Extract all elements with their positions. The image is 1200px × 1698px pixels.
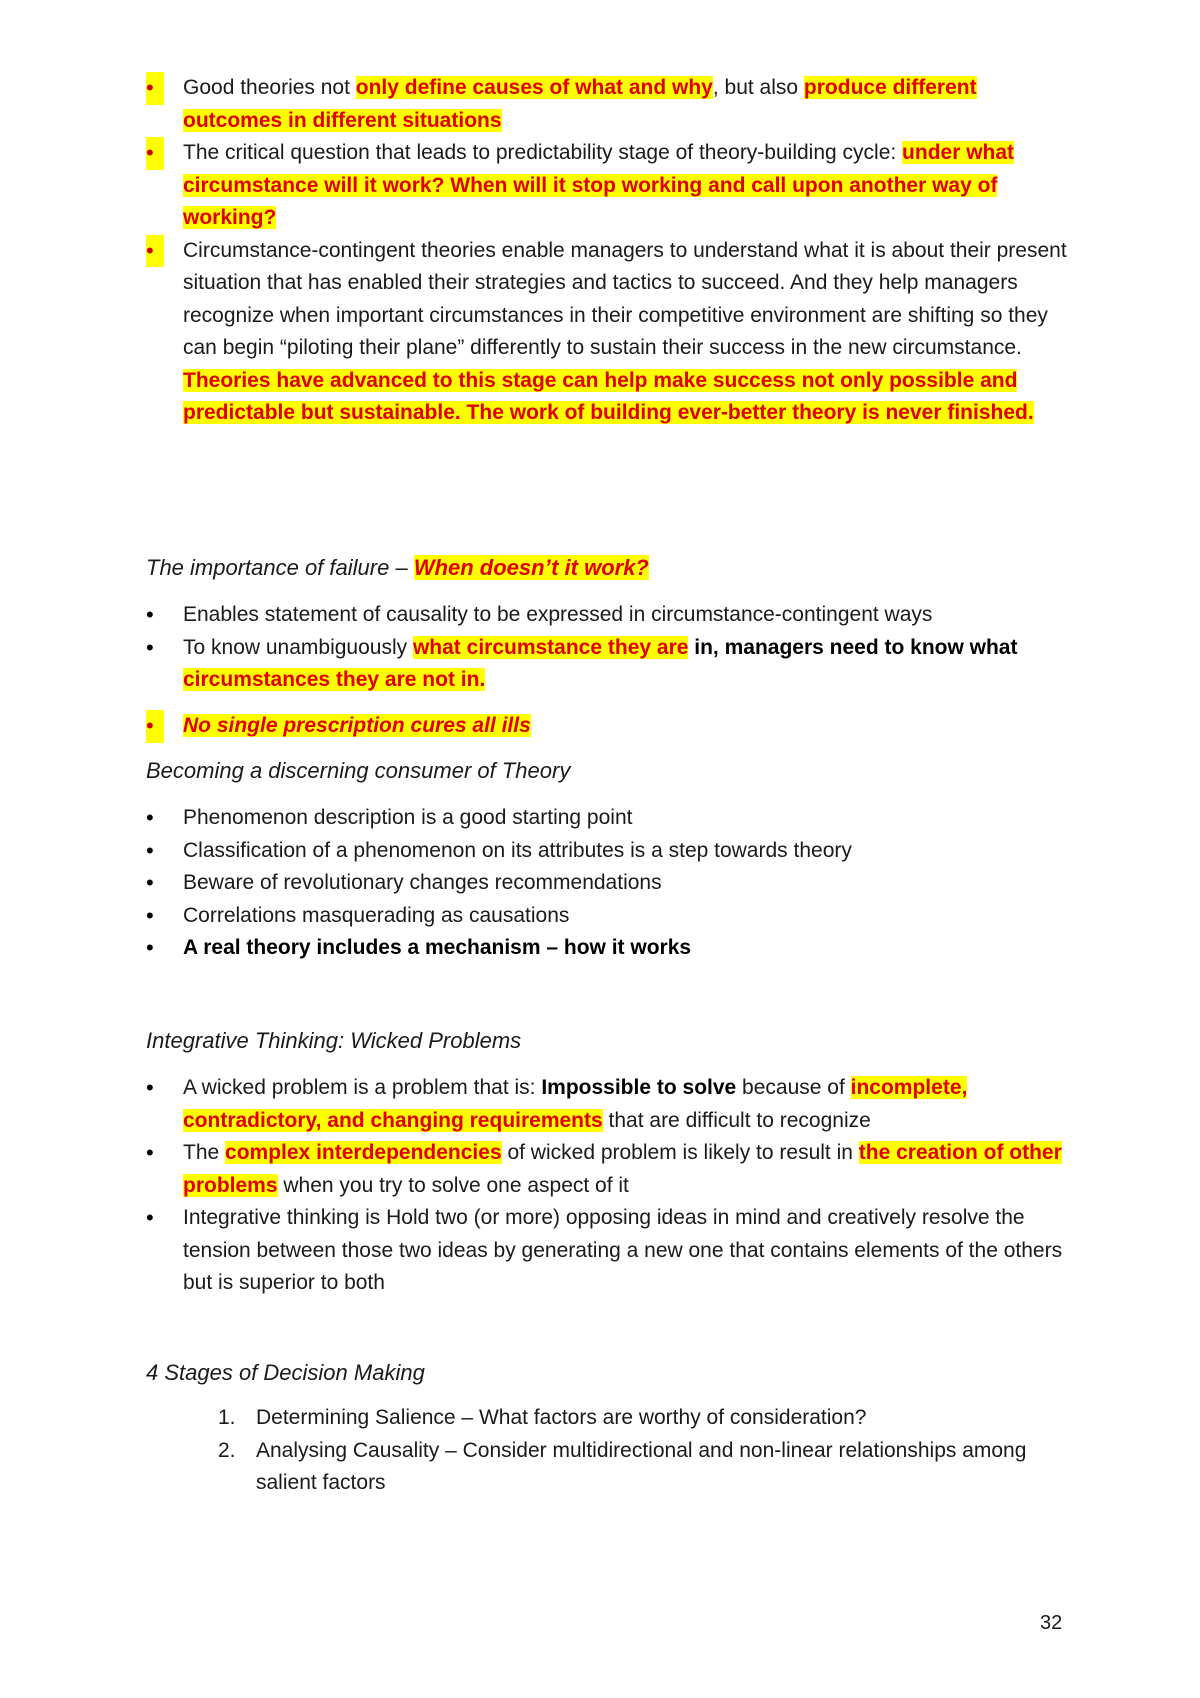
text: Circumstance-contingent theories enable managers to understand what it is about their present situation that has enabled their strategies and tactics to succeed. And they help managers recognize when important circumstances in their competitive environment are shifting so they can begin “piloting their plane” differently to sustain their success in the new circumstance. [183,238,1067,359]
highlight: circumstances they are not in. [183,668,486,691]
consumer-bullets [146,802,1076,965]
heading-text: 4 Stages of Decision Making [146,1360,425,1385]
list-item [146,632,1076,697]
highlight: the creation of other problems [183,1141,1062,1197]
text: of wicked problem is likely to result in [501,1141,859,1164]
list-item [146,1435,1076,1500]
wicked-bullets [146,1072,1076,1300]
heading-text: Integrative Thinking: Wicked Problems [146,1028,522,1053]
text: The critical question that leads to predictability stage of theory-building cycle: [183,141,903,164]
page-number: 32 [1040,1612,1063,1634]
bold-text: in, managers need to know what [688,635,1018,659]
highlight: under what circumstance will it work? When will it stop working and call upon another way of working? [183,141,1015,229]
text: Good theories not [183,76,356,99]
list-item [146,710,1076,743]
list-item [146,1202,1076,1300]
list-item [146,137,1076,235]
heading-text: The importance of failure – [146,555,414,580]
list-item [146,1402,1076,1435]
highlight: only define causes of what and why [355,76,713,99]
failure-bullet-italic [146,710,1076,743]
list-item [146,932,1076,965]
highlight: incomplete, contradictory, and changing requirements [183,1076,968,1132]
text: Analysing Causality – Consider multidirectional and non-linear relationships among salient factors [256,1438,1027,1494]
highlight: No single prescription cures all ills [183,714,531,737]
bold-text: A real theory includes a mechanism – how it works [183,936,692,959]
section-heading-failure [146,553,649,583]
text: when you try to solve one aspect of it [277,1173,629,1197]
text: Classification of a phenomenon on its attributes is a step towards theory [183,838,852,862]
bold-text: Impossible to solve [541,1076,737,1099]
heading-highlight: When doesn’t it work? [413,555,649,580]
text: Correlations masquerading as causations [183,903,570,927]
list-item [146,235,1076,430]
text: , but also [712,76,804,99]
list-item [146,599,1076,632]
list-item [146,802,1076,835]
text: To know unambiguously [183,635,413,659]
failure-bullets [146,599,1076,697]
text: that are difficult to recognize [602,1108,871,1132]
text: because of [736,1076,851,1099]
text: Enables statement of causality to be expressed in circumstance-contingent ways [183,603,933,626]
section-heading-consumer [146,756,570,786]
text: Integrative thinking is Hold two (or more) opposing ideas in mind and creatively resolve the tension between those two ideas by generating a new one that contains elements of the others but is superior to both [183,1206,1063,1294]
text: Beware of revolutionary changes recommendations [183,871,662,894]
list-item [146,867,1076,900]
list-item [146,900,1076,933]
list-item [146,72,1076,137]
list-number: 1. [218,1406,236,1429]
highlight: produce different outcomes in different situations [183,76,977,132]
stages-list [146,1402,1076,1500]
text: The [183,1141,226,1164]
section-heading-stages [146,1358,425,1388]
highlight: complex interdependencies [225,1141,502,1164]
list-item [146,1137,1076,1202]
section-heading-wicked [146,1026,521,1056]
heading-text: Becoming a discerning consumer of Theory [146,758,571,783]
text: Determining Salience – What factors are worthy of consideration? [256,1406,867,1429]
list-item [146,1072,1076,1137]
theory-bullets [146,72,1076,430]
text: A wicked problem is a problem that is: [183,1076,542,1099]
highlight: Theories have advanced to this stage can help make success not only possible and predictable but sustainable. The work of building ever-better theory is never finished. [183,368,1034,424]
list-number: 2. [218,1438,236,1462]
text: Phenomenon description is a good starting point [183,806,633,829]
highlight: what circumstance they are [412,635,689,659]
list-item [146,835,1076,868]
